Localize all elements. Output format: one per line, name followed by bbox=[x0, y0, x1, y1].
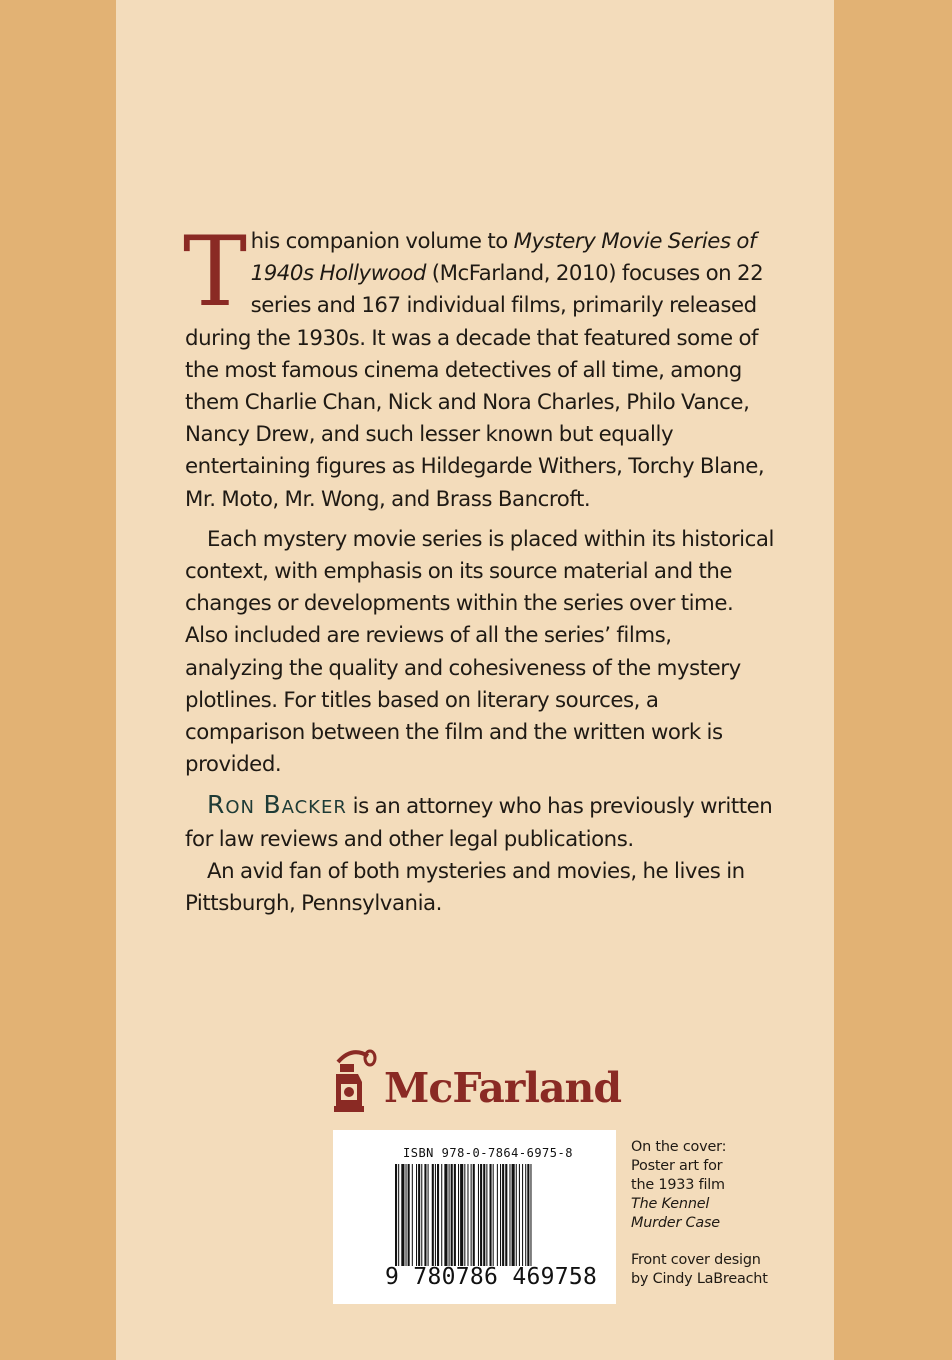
blurb-lead: his companion volume to bbox=[250, 229, 514, 254]
barcode bbox=[333, 1130, 616, 1304]
barcode-bar bbox=[458, 1164, 459, 1266]
barcode-bar bbox=[473, 1164, 475, 1266]
author-bio-text: is an attorney who has previously written for law reviews and other legal publications. bbox=[185, 794, 773, 852]
barcode-bar bbox=[395, 1164, 397, 1266]
barcode-bar bbox=[509, 1164, 510, 1266]
cover-note bbox=[631, 1138, 811, 1289]
barcode-bar bbox=[486, 1164, 487, 1266]
barcode-bar bbox=[406, 1164, 407, 1266]
publisher-logo bbox=[332, 1048, 622, 1116]
barcode-bar bbox=[519, 1164, 520, 1266]
barcode-bar bbox=[512, 1164, 515, 1266]
barcode-bar bbox=[428, 1164, 429, 1266]
barcode-bar bbox=[527, 1164, 529, 1266]
barcode-bar bbox=[478, 1164, 479, 1266]
barcode-bar bbox=[525, 1164, 526, 1266]
barcode-bar bbox=[493, 1164, 494, 1266]
barcode-bar bbox=[416, 1164, 417, 1266]
blurb-paragraph-1 bbox=[183, 216, 775, 516]
barcode-bar bbox=[432, 1164, 434, 1266]
barcode-bar bbox=[435, 1164, 436, 1266]
barcode-bar bbox=[437, 1164, 439, 1266]
cover-note-line: the 1933 film bbox=[631, 1177, 725, 1193]
barcode-bar bbox=[522, 1164, 523, 1266]
blurb-rest: (McFarland, 2010) focuses on 22 series and 167 individual films, primarily released during the 1930s. It was a decade that featured some of the most famous cinema detectives of all time, among them Charlie Chan, Nick and Nora Charles, Philo Vance, Nancy Drew, and such lesser known but equally entertaining figures as Hildegarde Withers, Torchy Blane, Mr. Moto, Mr. Wong, and Brass Bancroft. bbox=[185, 261, 765, 512]
publisher-name: McFarland bbox=[384, 1064, 621, 1112]
barcode-bar bbox=[471, 1164, 472, 1266]
barcode-bar bbox=[467, 1164, 468, 1266]
blurb-paragraph-2: Each mystery movie series is placed within its historical context, with emphasis on its source material and the changes or developments within the series over time. Also included are reviews of all the series’ films, analyzing the quality and cohesiveness of the mystery plotlines. For titles based on literary sources, a comparison between the film and the written work is provided. bbox=[185, 526, 774, 778]
design-credit: Front cover design bbox=[631, 1252, 761, 1268]
barcode-bar bbox=[490, 1164, 492, 1266]
barcode-bar bbox=[464, 1164, 465, 1266]
barcode-bar bbox=[500, 1164, 501, 1266]
barcode-bar bbox=[401, 1164, 404, 1266]
barcode-bar bbox=[530, 1164, 531, 1266]
cover-film-title: Murder Case bbox=[631, 1215, 720, 1231]
barcode-number: 9 780786 469758 bbox=[385, 1264, 598, 1290]
cover-note-line: Poster art for bbox=[631, 1158, 723, 1174]
barcode-bar bbox=[502, 1164, 504, 1266]
author-bio bbox=[185, 789, 775, 855]
isbn-label: ISBN 978-0-7864-6975-8 bbox=[403, 1146, 573, 1160]
barcode-bar bbox=[418, 1164, 420, 1266]
cover-film-title: The Kennel bbox=[631, 1196, 710, 1212]
barcode-bar bbox=[451, 1164, 453, 1266]
barcode-bar bbox=[505, 1164, 507, 1266]
barcode-bar bbox=[412, 1164, 413, 1266]
author-bio-2: An avid fan of both mysteries and movies, he lives in Pittsburgh, Pennsylvania. bbox=[185, 858, 745, 917]
barcode-bar bbox=[444, 1164, 447, 1266]
blurb bbox=[183, 216, 775, 920]
barcode-bars bbox=[333, 1164, 616, 1274]
previous-book-title: Mystery Movie Series of 1940s Hollywood bbox=[250, 229, 757, 287]
barcode-bar bbox=[421, 1164, 422, 1266]
barcode-bar bbox=[483, 1164, 485, 1266]
lantern-icon bbox=[332, 1048, 380, 1116]
barcode-bar bbox=[480, 1164, 482, 1266]
barcode-bar bbox=[516, 1164, 517, 1266]
barcode-bar bbox=[454, 1164, 456, 1266]
barcode-bar bbox=[441, 1164, 442, 1266]
barcode-bar bbox=[460, 1164, 463, 1266]
barcode-bar bbox=[497, 1164, 498, 1266]
barcode-bar bbox=[424, 1164, 426, 1266]
cover-note-line: On the cover: bbox=[631, 1139, 727, 1155]
design-credit: by Cindy LaBreacht bbox=[631, 1271, 768, 1287]
author-name: Ron Backer bbox=[207, 790, 347, 820]
barcode-bar bbox=[408, 1164, 410, 1266]
barcode-bar bbox=[398, 1164, 399, 1266]
drop-cap: T bbox=[183, 216, 247, 328]
barcode-bar bbox=[449, 1164, 450, 1266]
